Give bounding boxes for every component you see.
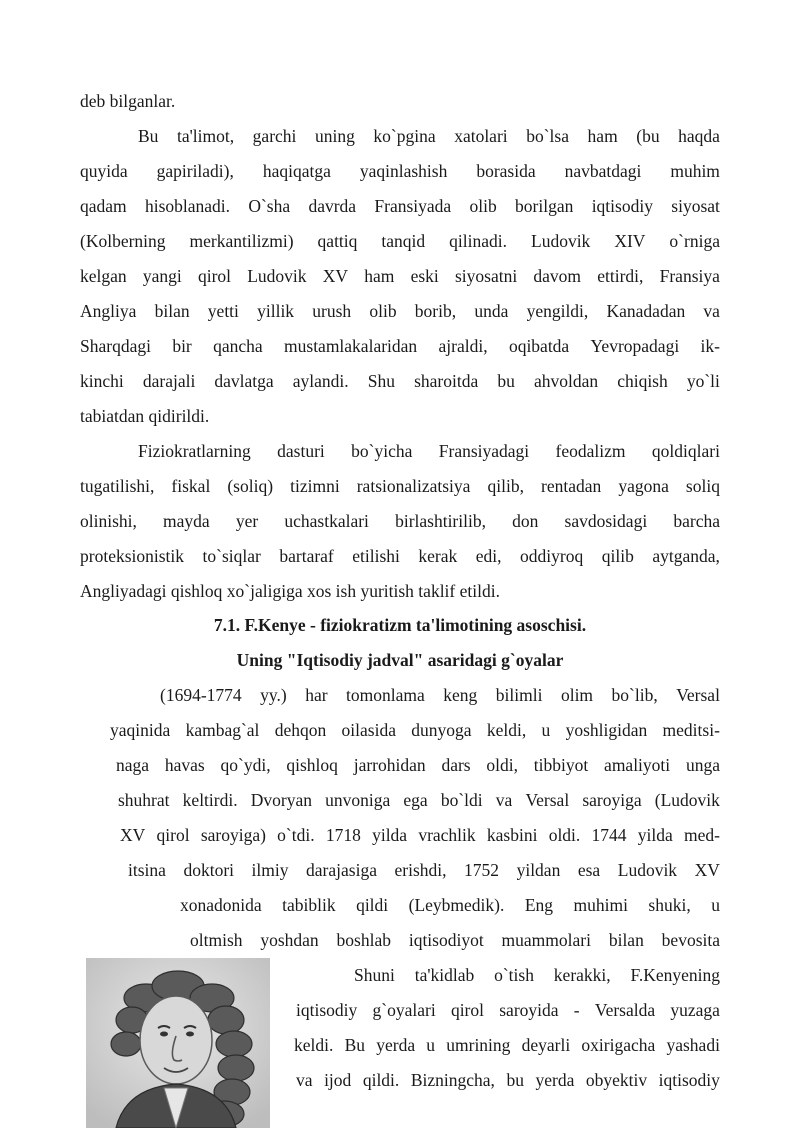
word: borib, — [414, 301, 457, 321]
word: kambag`al — [185, 720, 260, 740]
paragraph-line — [80, 160, 720, 182]
word: har — [305, 685, 328, 705]
word: (Kolberning — [80, 231, 166, 251]
biography-line — [354, 964, 720, 986]
word: (Leybmedik). — [408, 895, 505, 915]
word: saroyiga) — [200, 825, 266, 845]
word: Yevropadagi — [590, 336, 680, 356]
word: sharoitda — [414, 371, 479, 391]
word: keng — [443, 685, 478, 705]
word: mayda — [163, 511, 210, 531]
section-heading-line-1: 7.1. F.Kenye - fiziokratizm ta'limotining asoschisi. — [213, 615, 587, 635]
word: yillik — [257, 301, 295, 321]
word: ijod — [324, 1070, 352, 1090]
word: bu — [506, 1070, 524, 1090]
word: oldi, — [486, 755, 518, 775]
word: XV — [120, 825, 146, 845]
word: qo`ydi, — [220, 755, 271, 775]
word: yaqinida — [110, 720, 171, 740]
word: O`sha — [248, 196, 291, 216]
word: bo`yicha — [351, 441, 413, 461]
word: yerda — [376, 1035, 416, 1055]
word: qadam — [80, 196, 127, 216]
word: ta'kidlab — [414, 965, 475, 985]
word: rentadan — [541, 476, 602, 496]
biography-line — [180, 894, 720, 916]
word: uchastkalari — [284, 511, 369, 531]
word: yuzaga — [670, 1000, 720, 1020]
word: garchi — [252, 126, 297, 146]
word: (1694-1774 — [160, 685, 242, 705]
biography-line — [296, 1069, 720, 1091]
word: etilishi — [352, 546, 400, 566]
word: bilan — [154, 301, 190, 321]
word: proteksionistik — [80, 546, 185, 566]
word: u — [711, 895, 720, 915]
word: (Ludovik — [654, 790, 720, 810]
word: shuki, — [648, 895, 691, 915]
biography-line — [294, 1034, 720, 1056]
paragraph-line — [80, 580, 720, 602]
word: ham — [364, 266, 395, 286]
biography-line — [116, 754, 720, 776]
word: va — [296, 1070, 313, 1090]
word: kerakki, — [553, 965, 611, 985]
word: (soliq) — [227, 476, 274, 496]
word: oltmish — [190, 930, 243, 950]
word: Kanadadan — [606, 301, 686, 321]
paragraph-line — [80, 405, 720, 427]
word: iqtisodiy — [658, 1070, 720, 1090]
biography-line — [190, 929, 720, 951]
word: va — [495, 790, 513, 810]
word: aytganda, — [652, 546, 720, 566]
word: dasturi — [277, 441, 325, 461]
paragraph-line — [138, 440, 720, 462]
word: oldi. — [548, 825, 581, 845]
word: yaqinlashish — [359, 161, 448, 181]
word: - — [573, 1000, 580, 1020]
word: darajali — [142, 371, 196, 391]
paragraph-line — [80, 265, 720, 287]
word: bu — [497, 371, 515, 391]
word: muammolari — [501, 930, 591, 950]
biography-line — [128, 859, 720, 881]
word: iqtisodiy — [296, 1000, 358, 1020]
word: ta'limot, — [177, 126, 235, 146]
paragraph-line — [80, 195, 720, 217]
word: ratsionalizatsiya — [356, 476, 471, 496]
word: keldi, — [486, 720, 527, 740]
word: dehqon — [274, 720, 327, 740]
word: olim — [560, 685, 594, 705]
word: navbatdagi — [564, 161, 642, 181]
word: Shu — [367, 371, 395, 391]
word: kinchi — [80, 371, 124, 391]
paragraph-line — [80, 510, 720, 532]
word: Fiziokratlarning — [138, 441, 251, 461]
word: tabiblik — [282, 895, 336, 915]
word: don — [512, 511, 539, 531]
word: esa — [577, 860, 601, 880]
word: qilib — [601, 546, 634, 566]
word: quyida — [80, 161, 128, 181]
word: olib — [469, 196, 497, 216]
word: Angliyadagi qishloq xo`jaligiga xos ish yuritish taklif etildi. — [80, 581, 500, 601]
word: haqda — [678, 126, 720, 146]
word: g`oyalari — [372, 1000, 436, 1020]
word: 1752 — [464, 860, 500, 880]
word: saroyiga — [582, 790, 642, 810]
word: ettirdi, — [597, 266, 644, 286]
word: obyektiv — [585, 1070, 648, 1090]
word: kelgan — [80, 266, 127, 286]
word: bilimli — [495, 685, 543, 705]
word: qilib, — [487, 476, 524, 496]
word: qirol — [450, 1000, 484, 1020]
word: bir — [172, 336, 192, 356]
word: iqtisodiy — [591, 196, 653, 216]
word: ko`pgina — [373, 126, 436, 146]
word: xonadonida — [180, 895, 262, 915]
word: davlatga — [214, 371, 274, 391]
word: med- — [684, 825, 720, 845]
word: yoshdan — [260, 930, 319, 950]
word: dars — [441, 755, 471, 775]
word: oxirigacha — [581, 1035, 656, 1055]
word: birlashtirilib, — [395, 511, 486, 531]
word: unga — [685, 755, 720, 775]
word: unda — [474, 301, 509, 321]
word: qirol — [156, 825, 190, 845]
word: iqtisodiyot — [408, 930, 484, 950]
word: yetti — [207, 301, 239, 321]
word: haqiqatga — [262, 161, 331, 181]
biography-line — [296, 999, 720, 1021]
word: havas — [164, 755, 205, 775]
word: dunyoga — [411, 720, 472, 740]
word: siyosat — [671, 196, 720, 216]
word: qilinadi. — [449, 231, 507, 251]
word: siyosatni — [454, 266, 518, 286]
word: chiqish — [617, 371, 668, 391]
word: tizimni — [290, 476, 340, 496]
word: hisoblanadi. — [144, 196, 231, 216]
word: meditsi- — [662, 720, 720, 740]
word: itsina — [128, 860, 166, 880]
word: yoshligidan — [565, 720, 648, 740]
word: Bu — [344, 1035, 366, 1055]
word: ega — [403, 790, 428, 810]
kenye-portrait-image — [86, 958, 270, 1128]
paragraph-line — [80, 335, 720, 357]
word: Bu — [138, 126, 159, 146]
word: Bizningcha, — [410, 1070, 495, 1090]
word: Eng — [524, 895, 554, 915]
word: gapiriladi), — [156, 161, 234, 181]
word: qishloq — [286, 755, 338, 775]
word: tomonlama — [346, 685, 425, 705]
word: yy.) — [260, 685, 287, 705]
word: feodalizm — [555, 441, 626, 461]
biography-line — [120, 824, 720, 846]
word: o`rniga — [669, 231, 720, 251]
word: deyarli — [521, 1035, 571, 1055]
word: 1718 — [325, 825, 361, 845]
word: aylandi. — [292, 371, 349, 391]
word: Ludovik — [531, 231, 591, 251]
paragraph-line — [80, 230, 720, 252]
word: ik- — [700, 336, 720, 356]
paragraph-line — [138, 125, 720, 147]
word: savdosidagi — [564, 511, 648, 531]
word: o`tdi. — [277, 825, 315, 845]
paragraph-line — [80, 475, 720, 497]
word: keldi. — [294, 1035, 334, 1055]
word: soliq — [685, 476, 720, 496]
word: xatolari — [454, 126, 508, 146]
word: tibbiyot — [533, 755, 589, 775]
word: XIV — [614, 231, 646, 251]
word: borasida — [476, 161, 536, 181]
word: kerak — [418, 546, 458, 566]
word: va — [703, 301, 720, 321]
word: Fransiya — [659, 266, 720, 286]
word: eski — [410, 266, 439, 286]
word: merkantilizmi) — [189, 231, 294, 251]
word: yilda — [372, 825, 408, 845]
word: Angliya — [80, 301, 137, 321]
word: 1744 — [591, 825, 627, 845]
word: davrda — [308, 196, 357, 216]
word: muhim — [670, 161, 720, 181]
word: saroyida — [499, 1000, 559, 1020]
word: tabiatdan qidirildi. — [80, 406, 210, 426]
word: edi, — [475, 546, 502, 566]
word: yangi — [142, 266, 182, 286]
word: barcha — [673, 511, 720, 531]
word: doktori — [183, 860, 235, 880]
word: erishdi, — [394, 860, 447, 880]
paragraph-line — [80, 90, 720, 112]
word: bartaraf — [279, 546, 334, 566]
word: ahvoldan — [533, 371, 599, 391]
word: davom — [533, 266, 582, 286]
biography-line — [160, 684, 720, 706]
word: qancha — [213, 336, 263, 356]
word: yo`li — [686, 371, 720, 391]
word: amaliyoti — [604, 755, 671, 775]
word: urush — [312, 301, 352, 321]
word: naga — [116, 755, 150, 775]
word: uning — [314, 126, 355, 146]
word: yilda — [637, 825, 673, 845]
word: Dvoryan — [250, 790, 312, 810]
word: ajraldi, — [438, 336, 488, 356]
word: (bu — [636, 126, 660, 146]
word: Versal — [676, 685, 720, 705]
word: yildan — [516, 860, 561, 880]
word: Sharqdagi — [80, 336, 151, 356]
word: jarrohidan — [353, 755, 426, 775]
word: oqibatda — [508, 336, 570, 356]
word: muhimi — [573, 895, 628, 915]
word: Ludovik — [617, 860, 678, 880]
word: boshlab — [336, 930, 391, 950]
word: ilmiy — [251, 860, 289, 880]
word: yashadi — [666, 1035, 720, 1055]
word: shuhrat — [118, 790, 170, 810]
word: olib — [369, 301, 397, 321]
paragraph-line — [80, 300, 720, 322]
word: oilasida — [341, 720, 396, 740]
word: umrining — [446, 1035, 511, 1055]
word: bo`ldi — [440, 790, 483, 810]
word: ham — [587, 126, 618, 146]
paragraph-line — [80, 545, 720, 567]
word: Versalda — [594, 1000, 656, 1020]
word: Shuni — [354, 965, 395, 985]
word: qirol — [197, 266, 232, 286]
word: Ludovik — [247, 266, 307, 286]
word: bo`lsa — [526, 126, 569, 146]
word: Fransiyadagi — [438, 441, 530, 461]
word: to`siqlar — [202, 546, 261, 566]
word: tanqid — [381, 231, 426, 251]
word: borilgan — [515, 196, 574, 216]
word: Versal — [525, 790, 570, 810]
word: tugatilishi, — [80, 476, 155, 496]
word: qildi — [356, 895, 389, 915]
word: fiskal — [171, 476, 211, 496]
word: XV — [694, 860, 720, 880]
word: F.Kenyening — [630, 965, 720, 985]
word: bevosita — [661, 930, 720, 950]
word: Fransiyada — [374, 196, 452, 216]
word: yer — [235, 511, 259, 531]
word: kasbini — [486, 825, 538, 845]
word: oddiyroq — [520, 546, 584, 566]
word: deb bilganlar. — [80, 91, 176, 111]
word: XV — [322, 266, 349, 286]
word: yengildi, — [526, 301, 589, 321]
word: u — [426, 1035, 436, 1055]
word: olinishi, — [80, 511, 137, 531]
paragraph-line — [80, 370, 720, 392]
word: bilan — [608, 930, 644, 950]
word: u — [541, 720, 551, 740]
word: mustamlakalaridan — [284, 336, 418, 356]
word: keltirdi. — [182, 790, 238, 810]
biography-line — [110, 719, 720, 741]
word: qildi. — [362, 1070, 400, 1090]
word: vrachlik — [418, 825, 476, 845]
biography-line — [118, 789, 720, 811]
section-heading-line-2: Uning "Iqtisodiy jadval" asaridagi g`oyalar — [236, 650, 564, 670]
word: qattiq — [317, 231, 358, 251]
word: bo`lib, — [611, 685, 658, 705]
word: unvoniga — [325, 790, 391, 810]
word: yagona — [618, 476, 669, 496]
word: qoldiqlari — [651, 441, 720, 461]
word: darajasiga — [306, 860, 377, 880]
word: o`tish — [494, 965, 534, 985]
word: yerda — [535, 1070, 575, 1090]
